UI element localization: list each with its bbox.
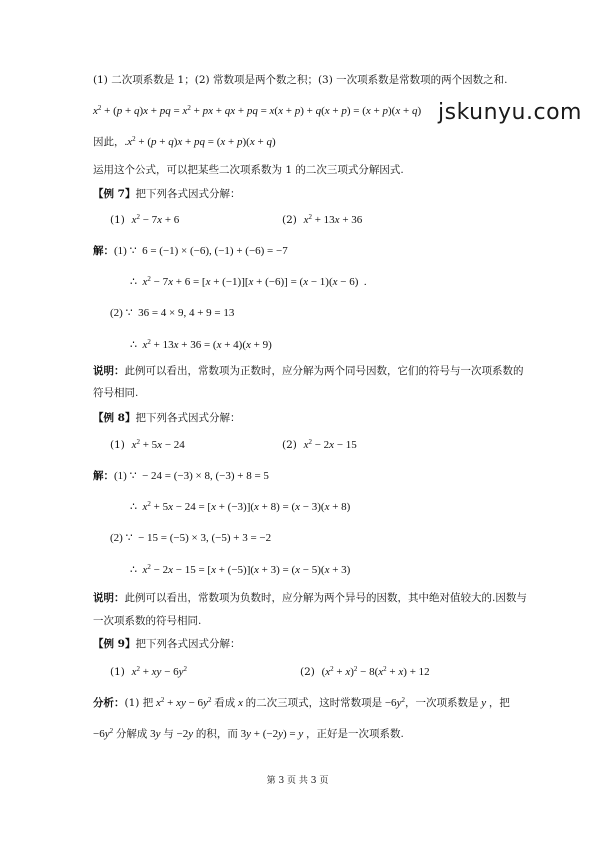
example-7-sol-2b: ∴ $x^2 + 13x + 36 = (x + 4)(x + 9)$	[130, 338, 272, 351]
example-9-analysis-2: $-6y^2$ 分解成 3y 与 −2y 的积，而 3y + (−2y) = y ，正好是一次项系数.	[93, 727, 404, 740]
solution-label: 解：	[93, 470, 114, 482]
example-9-analysis-1: 分析：(1) 把 $x^2$ + xy − $6y^2$ 看成 x 的二次三项式，这时常数项是 $-6y^2$，一次项系数是 y ，把	[93, 696, 510, 709]
example-8-q1: (1) $x^2 + 5x - 24$	[110, 438, 185, 451]
example-8-title: 把下列各式因式分解：	[135, 412, 241, 424]
example-9-heading	[93, 637, 240, 651]
q-number: (2)	[282, 214, 297, 226]
identity-conclusion: 因此，$.x^2 + (p + q)x$ + pq = (x + p)(x + q)	[93, 135, 276, 148]
example-7-title: 把下列各式因式分解：	[135, 188, 241, 200]
q-number: (1)	[110, 214, 125, 226]
analysis-text: 的二次三项式，这时常数项是	[245, 697, 383, 709]
example-8-tag: 【例 8】	[93, 412, 136, 424]
intro-text: 运用这个公式，可以把某些二次项系数为 1 的二次三项式分解因式.	[93, 164, 404, 176]
example-7-sol-1b: ∴ $x^2 - 7x + 6 = [x + (-1)][x + (-6)] = (x - 1)(x - 6)$ .	[130, 275, 367, 288]
analysis-text: 分解成	[115, 728, 148, 740]
solution-label: 解：	[93, 245, 114, 257]
example-8-heading	[93, 411, 240, 425]
example-8-sol-1a: 解：(1) ∵ − 24 = (−3) × 8, (−3) + 8 = 5	[93, 470, 269, 482]
analysis-text: 看成	[214, 697, 236, 709]
example-7-explain-2: 符号相同.	[93, 387, 139, 399]
example-8-sol-2b: ∴ $x^2 - 2x - 15 = [x + (-5)](x + 3) = (x - 5)(x + 3)$	[130, 563, 351, 576]
q-number: (1)	[110, 666, 125, 678]
example-9-tag: 【例 9】	[93, 638, 136, 650]
example-9-q1: (1) $x^2$ + xy − $6y^2$	[110, 665, 188, 678]
example-8-explain-1	[93, 591, 527, 605]
analysis-text: ，正好是一次项系数.	[305, 728, 404, 740]
q-number: (2)	[300, 666, 315, 678]
identity-derivation: $x^2 + (p + q)x$ + pq = $x^2$ + px + qx + pq = x(x + p) + q(x + p) = (x + p)(x + q)	[93, 104, 422, 117]
q-number: (2)	[282, 439, 297, 451]
example-8-sol-1b: ∴ $x^2 + 5x - 24 = [x + (-3)](x + 8) = (x - 3)(x + 8)$	[130, 500, 351, 513]
explain-text: 此例可以看出，常数项为负数时，应分解为两个异号的因数，其中绝对值较大的.因数与	[124, 592, 527, 604]
analysis-text: (1) 把	[124, 697, 154, 709]
analysis-text: ，把	[488, 697, 510, 709]
analysis-text: 的积，而	[195, 728, 238, 740]
analysis-text: 与	[163, 728, 174, 740]
property-list: (1) 二次项系数是 1；(2) 常数项是两个数之积；(3) 一次项系数是常数项的两个因数之和.	[93, 74, 508, 86]
example-9-title: 把下列各式因式分解：	[135, 638, 241, 650]
explain-label: 说明：	[93, 365, 125, 377]
example-7-heading	[93, 187, 240, 201]
example-7-sol-1a: 解：(1) ∵ 6 = (−1) × (−6), (−1) + (−6) = −7	[93, 245, 288, 257]
page-footer: 第 3 页 共 3 页	[266, 776, 329, 786]
example-7-sol-2a: (2) ∵ 36 = 4 × 9, 4 + 9 = 13	[110, 307, 235, 319]
example-8-q2: (2) $x^2 - 2x - 15$	[282, 438, 357, 451]
example-9-q2: (2) $(x^2 + x)^2 - 8(x^2 + x) + 12$	[300, 665, 430, 678]
watermark-text: jskunyu.com	[438, 100, 582, 125]
analysis-text: ，一次项系数是	[404, 697, 479, 709]
explain-label: 说明：	[93, 592, 125, 604]
example-7-tag: 【例 7】	[93, 188, 136, 200]
explain-text: 此例可以看出，常数项为正数时，应分解为两个同号因数，它们的符号与一次项系数的	[124, 365, 524, 377]
q-number: (1)	[110, 439, 125, 451]
example-8-explain-2: 一次项系数的符号相同.	[93, 615, 202, 627]
example-8-sol-2a: (2) ∵ − 15 = (−5) × 3, (−5) + 3 = −2	[110, 532, 272, 544]
example-7-explain-1	[93, 364, 524, 378]
example-7-q2: (2) $x^2 + 13x + 36$	[282, 213, 363, 226]
therefore-label: 因此，	[93, 136, 125, 148]
example-7-q1: (1) $x^2 - 7x + 6$	[110, 213, 180, 226]
analysis-label: 分析：	[93, 697, 125, 709]
